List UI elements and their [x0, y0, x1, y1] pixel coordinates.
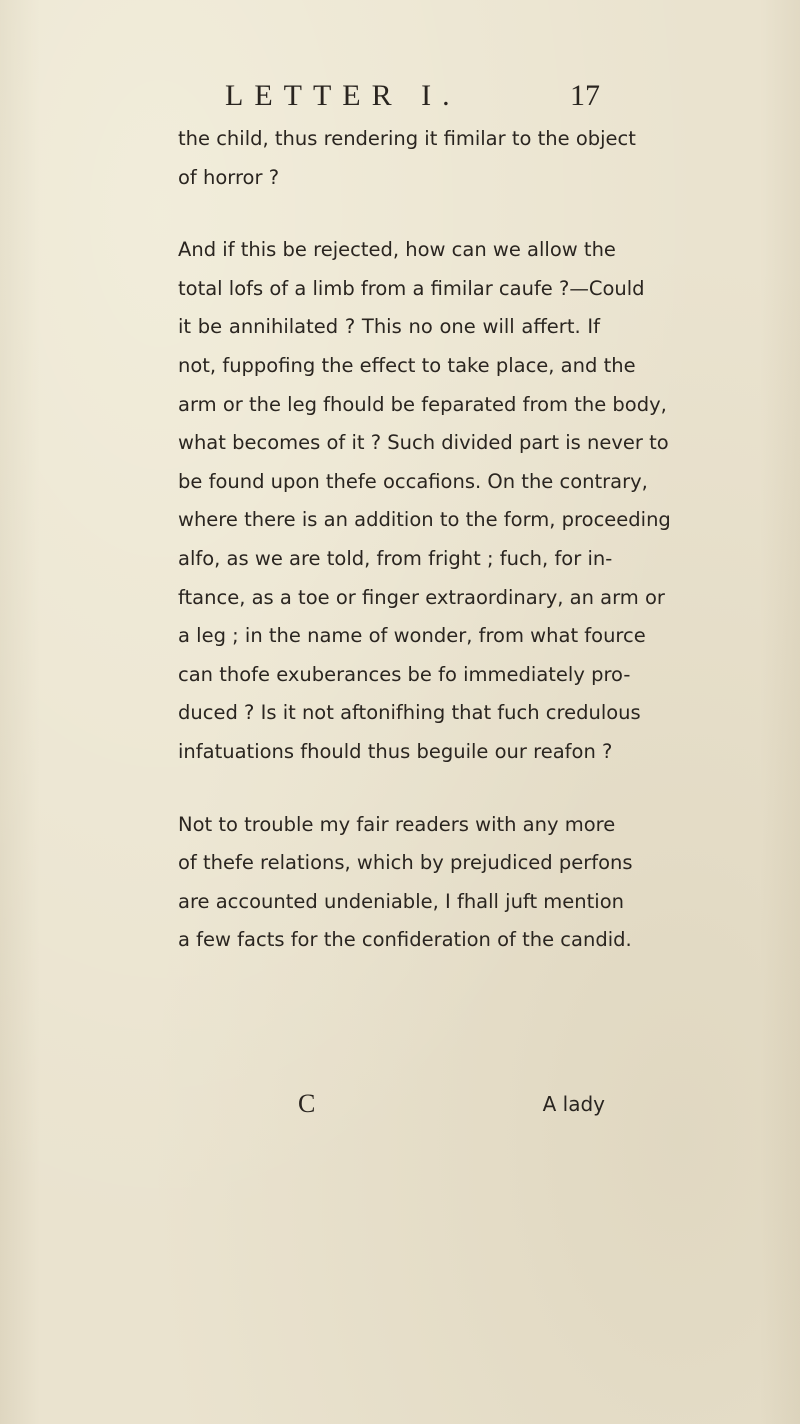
catchword: A lady — [542, 1092, 605, 1116]
text-line: a leg ; in the name of wonder, from what fource — [178, 624, 646, 648]
text-line: of thefe relations, which by prejudiced perfons — [178, 851, 633, 875]
running-head — [225, 74, 600, 118]
text-line: can thofe exuberances be fo immediately pro- — [178, 662, 631, 686]
text-line: of horror ? — [178, 165, 280, 189]
paragraph-gap — [178, 197, 600, 231]
text-line: infatuations fhould thus beguile our reafon ? — [178, 739, 613, 763]
text-line: be found upon thefe occafions. On the contrary, — [178, 469, 648, 493]
text-line: are accounted undeniable, I fhall juft mention — [178, 889, 625, 913]
paragraph-2 — [178, 231, 671, 771]
text-line: a few facts for the confideration of the candid. — [178, 928, 632, 952]
text-line: not, fuppofing the effect to take place, and the — [178, 353, 636, 377]
paragraph-3 — [178, 806, 633, 960]
text-line: And if this be rejected, how can we allow the — [178, 238, 616, 262]
text-line: it be annihilated ? This no one will affert. If — [178, 315, 600, 339]
text-line: the child, thus rendering it fimilar to the object — [178, 127, 636, 150]
text-line: arm or the leg fhould be feparated from the body, — [178, 392, 667, 416]
text-line: duced ? Is it not aftonifhing that fuch credulous — [178, 701, 641, 725]
text-line: what becomes of it ? Such divided part is never to — [178, 431, 669, 455]
running-title: LETTER I. — [225, 79, 461, 112]
paragraph-gap — [178, 772, 600, 806]
text-line: where there is an addition to the form, proceeding — [178, 508, 671, 532]
text-line: alfo, as we are told, from fright ; fuch, for in- — [178, 546, 613, 570]
paragraph-1 — [178, 120, 636, 197]
text-line: total lofs of a limb from a fimilar caufe ?—Could — [178, 276, 645, 300]
text-line: Not to trouble my fair readers with any more — [178, 812, 616, 836]
text-line: ftance, as a toe or finger extraordinary, an arm or — [178, 585, 665, 609]
body-text — [178, 120, 671, 960]
page-number: 17 — [570, 79, 600, 112]
signature-mark: C — [298, 1089, 316, 1118]
page-footer — [290, 1084, 605, 1124]
